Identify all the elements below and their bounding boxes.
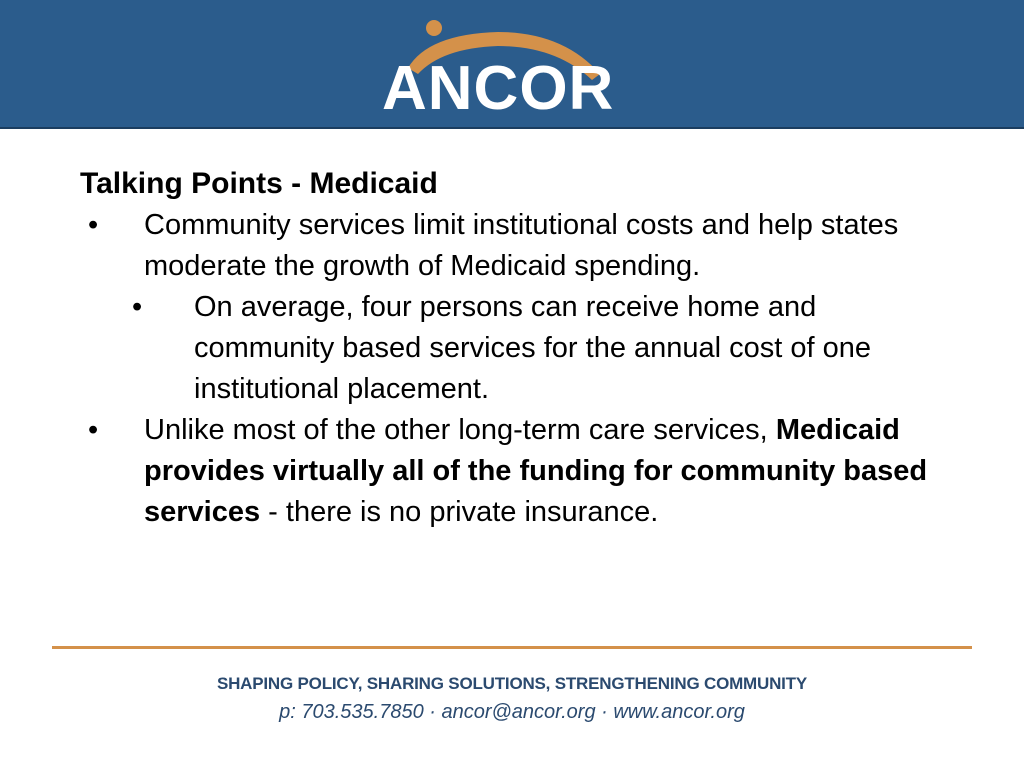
slide-content <box>80 163 950 533</box>
bullet-mark: • <box>88 414 99 446</box>
sub-bullet-item <box>80 287 950 410</box>
bullet-mark: • <box>88 209 99 241</box>
footer-divider <box>52 646 972 649</box>
bullet-text: On average, four persons can receive home and community based services for the annual cost of one institutional placement. <box>194 291 872 405</box>
logo-text: ANCOR <box>382 54 615 123</box>
bullet-text-post: - there is no private insurance. <box>260 496 659 528</box>
bullet-mark: • <box>132 291 143 323</box>
bullet-item <box>80 205 950 287</box>
header-banner <box>0 0 1024 129</box>
bullet-text-pre: Unlike most of the other long-term care services, <box>144 414 776 446</box>
bullet-text: Community services limit institutional costs and help states moderate the growth of Medicaid spending. <box>144 209 899 282</box>
bullet-text-bold: Medicaid provides virtually all of the funding for community based services <box>144 414 928 528</box>
footer-contact: p: 703.535.7850 · ancor@ancor.org · www.ancor.org <box>279 701 745 723</box>
ancor-logo <box>378 18 648 123</box>
footer-tagline: SHAPING POLICY, SHARING SOLUTIONS, STRENGTHENING COMMUNITY <box>216 674 808 693</box>
slide-title: Talking Points - Medicaid <box>80 167 438 200</box>
bullet-item <box>80 410 950 533</box>
